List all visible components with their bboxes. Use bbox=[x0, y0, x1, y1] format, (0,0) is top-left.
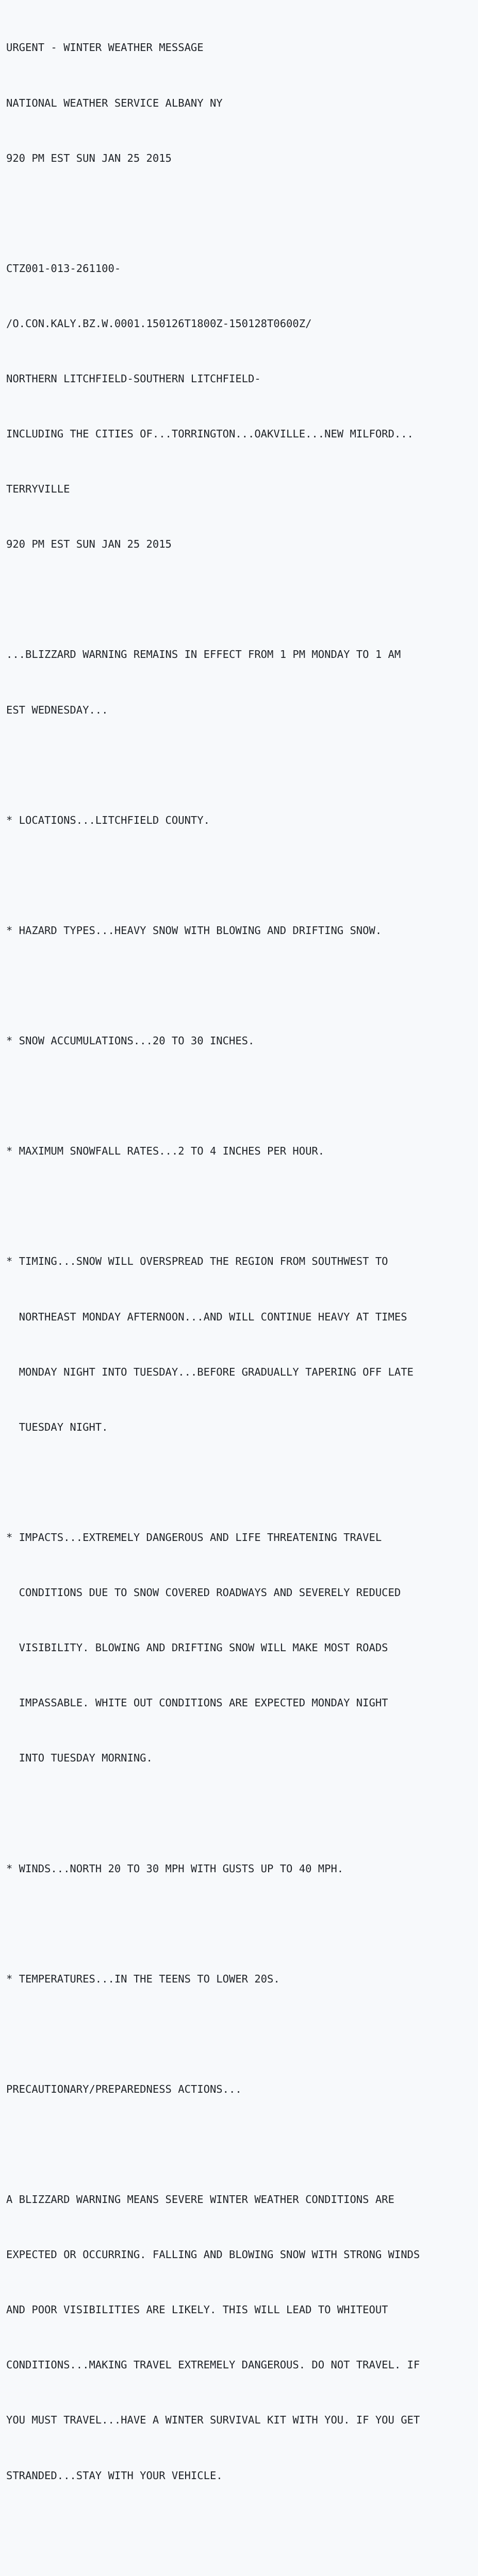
bulletin-line bbox=[6, 590, 472, 609]
bulletin-line: A BLIZZARD WARNING MEANS SEVERE WINTER WEATHER CONDITIONS ARE bbox=[6, 2193, 394, 2206]
bulletin-line: TUESDAY NIGHT. bbox=[6, 1420, 108, 1433]
bulletin-line bbox=[6, 205, 472, 223]
bulletin-line: ...BLIZZARD WARNING REMAINS IN EFFECT FROM 1 PM MONDAY TO 1 AM bbox=[6, 648, 401, 661]
bulletin-line: CONDITIONS...MAKING TRAVEL EXTREMELY DANGEROUS. DO NOT TRAVEL. IF bbox=[6, 2359, 420, 2371]
bulletin-line: 920 PM EST SUN JAN 25 2015 bbox=[6, 538, 172, 551]
bulletin-line bbox=[6, 1804, 472, 1823]
bulletin-line: * IMPACTS...EXTREMELY DANGEROUS AND LIFE THREATENING TRAVEL bbox=[6, 1531, 382, 1544]
bulletin-line bbox=[6, 756, 472, 775]
bulletin-line bbox=[6, 1915, 472, 1934]
bulletin-line bbox=[6, 1473, 472, 1492]
bulletin-line: * HAZARD TYPES...HEAVY SNOW WITH BLOWING AND DRIFTING SNOW. bbox=[6, 924, 382, 937]
bulletin-line: VISIBILITY. BLOWING AND DRIFTING SNOW WILL MAKE MOST ROADS bbox=[6, 1641, 388, 1654]
bulletin-line: * TIMING...SNOW WILL OVERSPREAD THE REGION FROM SOUTHWEST TO bbox=[6, 1255, 388, 1268]
bulletin-line: URGENT - WINTER WEATHER MESSAGE bbox=[6, 41, 204, 54]
bulletin-line: * MAXIMUM SNOWFALL RATES...2 TO 4 INCHES PER HOUR. bbox=[6, 1145, 325, 1158]
bulletin-line bbox=[6, 977, 472, 995]
bulletin-line: NATIONAL WEATHER SERVICE ALBANY NY bbox=[6, 96, 223, 109]
bulletin-line: INTO TUESDAY MORNING. bbox=[6, 1752, 153, 1765]
bulletin-line: * SNOW ACCUMULATIONS...20 TO 30 INCHES. bbox=[6, 1035, 255, 1047]
bulletin-line bbox=[6, 2025, 472, 2044]
bulletin-line bbox=[6, 2522, 472, 2540]
bulletin-line: CTZ001-013-261100- bbox=[6, 262, 121, 275]
bulletin-line: * LOCATIONS...LITCHFIELD COUNTY. bbox=[6, 814, 210, 826]
bulletin-line: IMPASSABLE. WHITE OUT CONDITIONS ARE EXPECTED MONDAY NIGHT bbox=[6, 1697, 388, 1709]
bulletin-line: CONDITIONS DUE TO SNOW COVERED ROADWAYS AND SEVERELY REDUCED bbox=[6, 1586, 401, 1599]
bulletin-line: PRECAUTIONARY/PREPAREDNESS ACTIONS... bbox=[6, 2082, 242, 2095]
bulletin-line: NORTHERN LITCHFIELD-SOUTHERN LITCHFIELD- bbox=[6, 372, 261, 385]
bulletin-line bbox=[6, 1087, 472, 1106]
bulletin-line bbox=[6, 867, 472, 885]
bulletin-line: /O.CON.KALY.BZ.W.0001.150126T1800Z-150128T0600Z/ bbox=[6, 317, 312, 330]
bulletin-line: * WINDS...NORTH 20 TO 30 MPH WITH GUSTS UP TO 40 MPH. bbox=[6, 1862, 344, 1875]
bulletin-line: EXPECTED OR OCCURRING. FALLING AND BLOWING SNOW WITH STRONG WINDS bbox=[6, 2248, 420, 2261]
bulletin-line: MONDAY NIGHT INTO TUESDAY...BEFORE GRADUALLY TAPERING OFF LATE bbox=[6, 1365, 414, 1378]
bulletin-line: EST WEDNESDAY... bbox=[6, 703, 108, 716]
bulletin-line: * TEMPERATURES...IN THE TEENS TO LOWER 20S. bbox=[6, 1972, 280, 1985]
bulletin-line: 920 PM EST SUN JAN 25 2015 bbox=[6, 151, 172, 164]
bulletin-line: YOU MUST TRAVEL...HAVE A WINTER SURVIVAL KIT WITH YOU. IF YOU GET bbox=[6, 2414, 420, 2427]
bulletin-line bbox=[6, 2136, 472, 2154]
bulletin-line: NORTHEAST MONDAY AFTERNOON...AND WILL CONTINUE HEAVY AT TIMES bbox=[6, 1310, 407, 1323]
bulletin-line: STRANDED...STAY WITH YOUR VEHICLE. bbox=[6, 2469, 223, 2482]
bulletin-line: TERRYVILLE bbox=[6, 483, 70, 496]
bulletin-line: INCLUDING THE CITIES OF...TORRINGTON...OAKVILLE...NEW MILFORD... bbox=[6, 428, 414, 440]
bulletin-line: AND POOR VISIBILITIES ARE LIKELY. THIS WILL LEAD TO WHITEOUT bbox=[6, 2303, 388, 2316]
bulletin-line bbox=[6, 1197, 472, 1216]
